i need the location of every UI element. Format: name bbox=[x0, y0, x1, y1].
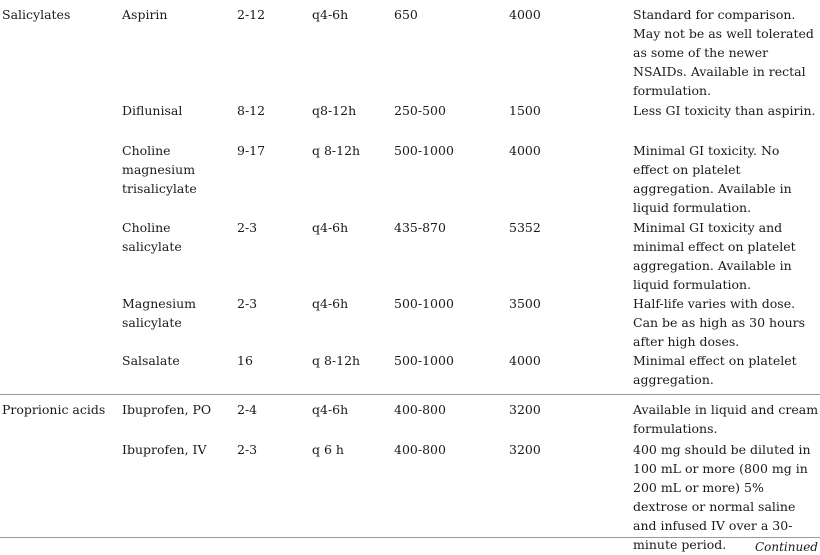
comments: Minimal GI toxicity and minimal effect on platelet aggregation. Available in liquid formulation. bbox=[633, 220, 796, 292]
class-name: Salicylates bbox=[2, 7, 71, 22]
drug-name: Salsalate bbox=[122, 353, 180, 368]
drug-name: Choline salicylate bbox=[122, 220, 182, 254]
dose-range: 400-800 bbox=[394, 442, 446, 457]
dose-range: 435-870 bbox=[394, 220, 446, 235]
group-divider bbox=[0, 394, 820, 395]
max-daily-dose: 3200 bbox=[509, 402, 541, 417]
half-life: 2-12 bbox=[237, 7, 266, 22]
drug-name: Ibuprofen, PO bbox=[122, 402, 212, 417]
dose-range: 250-500 bbox=[394, 103, 446, 118]
dose-range: 650 bbox=[394, 7, 418, 22]
dosing-interval: q4-6h bbox=[312, 7, 349, 22]
comments: 400 mg should be diluted in 100 mL or more (800 mg in 200 mL or more) 5% dextrose or normal saline and infused IV over a 30-minute period. bbox=[633, 442, 811, 552]
half-life: 9-17 bbox=[237, 143, 266, 158]
drug-name: Diflunisal bbox=[122, 103, 183, 118]
comments: Standard for comparison. May not be as well tolerated as some of the newer NSAIDs. Available in rectal formulation. bbox=[633, 7, 814, 98]
dose-range: 500-1000 bbox=[394, 353, 454, 368]
half-life: 8-12 bbox=[237, 103, 266, 118]
comments: Available in liquid and cream formulations. bbox=[633, 402, 819, 436]
max-daily-dose: 4000 bbox=[509, 353, 541, 368]
max-daily-dose: 1500 bbox=[509, 103, 541, 118]
dose-range: 400-800 bbox=[394, 402, 446, 417]
drug-name: Aspirin bbox=[122, 7, 168, 22]
max-daily-dose: 3500 bbox=[509, 296, 541, 311]
drug-name: Ibuprofen, IV bbox=[122, 442, 207, 457]
half-life: 2-3 bbox=[237, 296, 258, 311]
dose-range: 500-1000 bbox=[394, 296, 454, 311]
drug-name: Choline magnesium trisalicylate bbox=[122, 143, 197, 196]
max-daily-dose: 5352 bbox=[509, 220, 541, 235]
table-bottom-rule bbox=[0, 537, 820, 538]
comments: Minimal effect on platelet aggregation. bbox=[633, 353, 797, 387]
dose-range: 500-1000 bbox=[394, 143, 454, 158]
dosing-interval: q 6 h bbox=[312, 442, 344, 457]
dosing-interval: q8-12h bbox=[312, 103, 357, 118]
continued-note: Continued bbox=[754, 540, 818, 554]
dosing-interval: q 8-12h bbox=[312, 143, 361, 158]
drug-name: Magnesium salicylate bbox=[122, 296, 197, 330]
comments: Less GI toxicity than aspirin. bbox=[633, 103, 816, 118]
dosing-interval: q 8-12h bbox=[312, 353, 361, 368]
comments: Half-life varies with dose. Can be as high as 30 hours after high doses. bbox=[633, 296, 806, 349]
dosing-interval: q4-6h bbox=[312, 402, 349, 417]
dosing-interval: q4-6h bbox=[312, 296, 349, 311]
half-life: 2-3 bbox=[237, 220, 258, 235]
half-life: 2-4 bbox=[237, 402, 258, 417]
max-daily-dose: 4000 bbox=[509, 7, 541, 22]
dosing-interval: q4-6h bbox=[312, 220, 349, 235]
half-life: 2-3 bbox=[237, 442, 258, 457]
class-name: Proprionic acids bbox=[2, 402, 106, 417]
comments: Minimal GI toxicity. No effect on platelet aggregation. Available in liquid formulation. bbox=[633, 143, 792, 215]
half-life: 16 bbox=[237, 353, 253, 368]
max-daily-dose: 3200 bbox=[509, 442, 541, 457]
max-daily-dose: 4000 bbox=[509, 143, 541, 158]
